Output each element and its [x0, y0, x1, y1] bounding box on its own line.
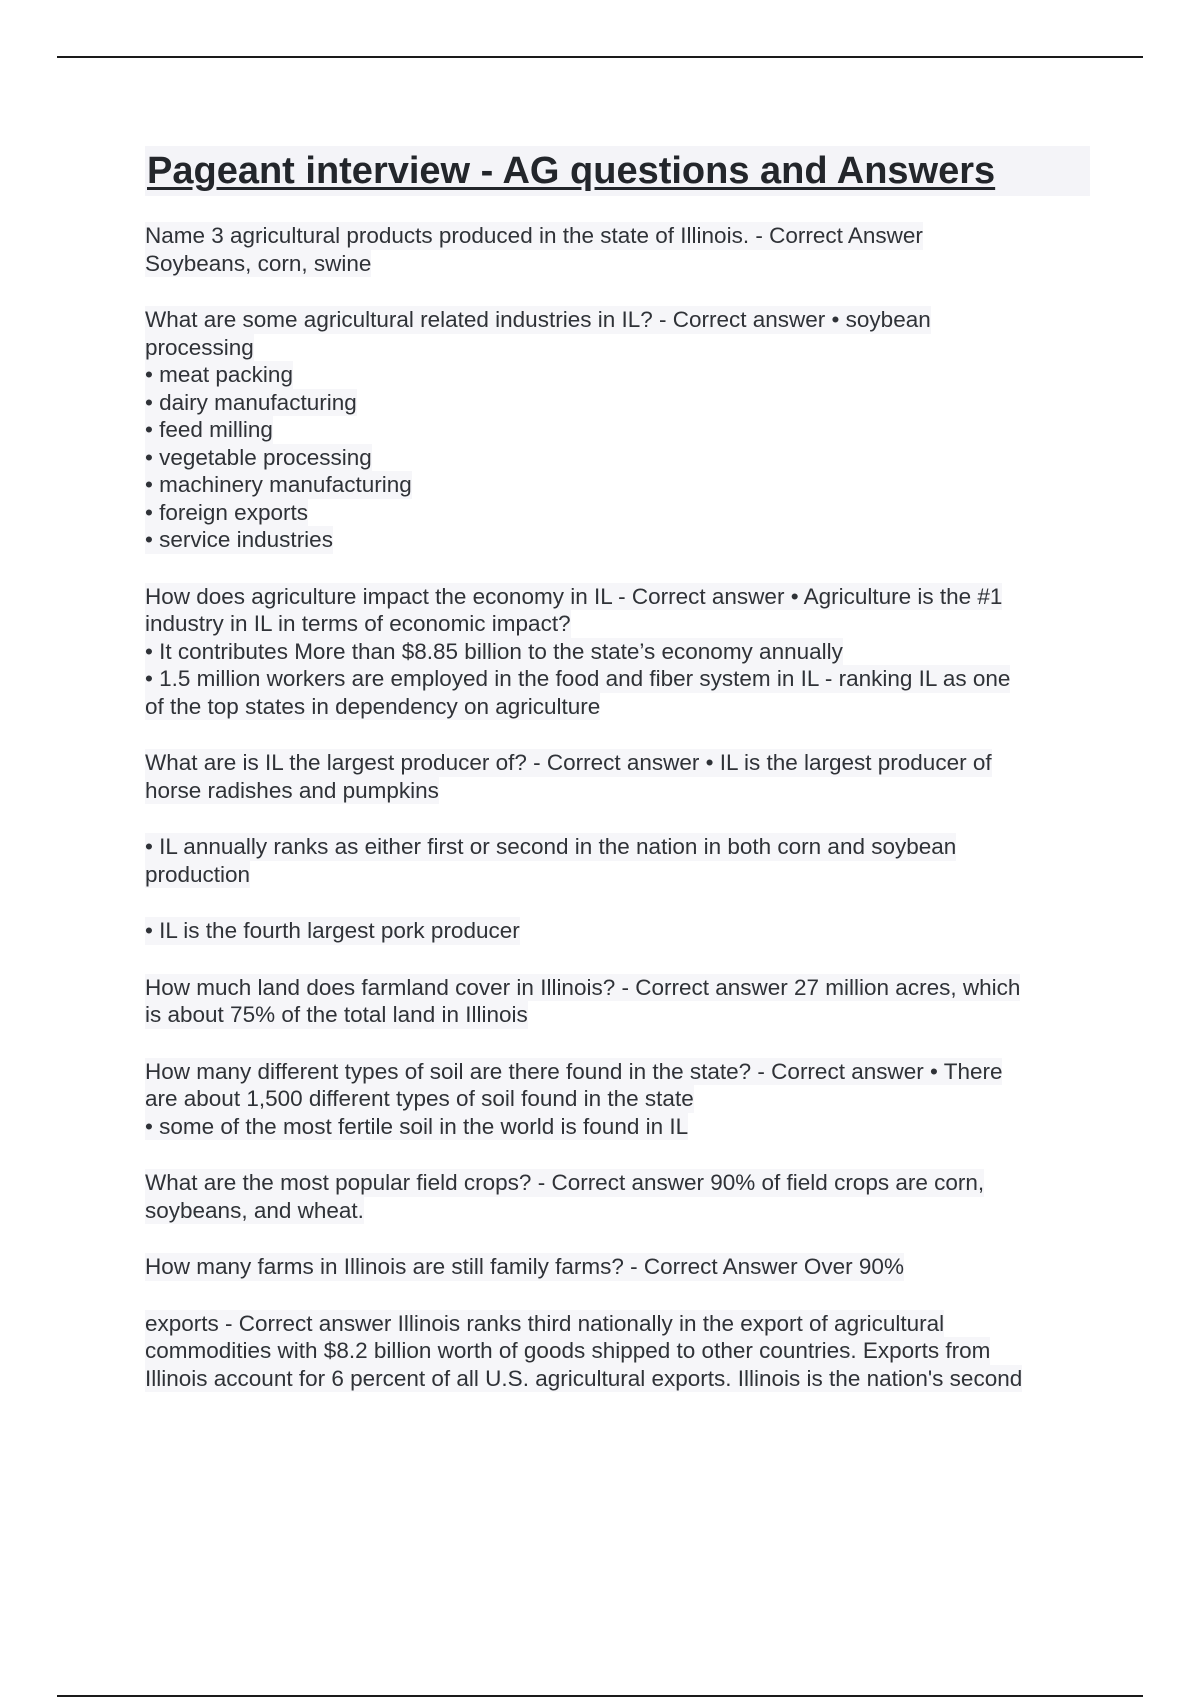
- qa-entry: [145, 1058, 1090, 1141]
- text-line: Illinois account for 6 percent of all U.S. agricultural exports. Illinois is the nation's second: [145, 1365, 1023, 1391]
- text-line: Soybeans, corn, swine: [145, 250, 372, 276]
- text-line: production: [145, 861, 251, 887]
- qa-entry: [145, 1253, 1090, 1281]
- bullet-line: • IL annually ranks as either first or second in the nation in both corn and soybean: [145, 834, 957, 859]
- text-line: What are is IL the largest producer of? - Correct answer • IL is the largest producer of: [145, 750, 992, 775]
- document-title: Pageant interview - AG questions and Answers: [145, 146, 1090, 196]
- bullet-line: • machinery manufacturing: [145, 472, 412, 497]
- qa-entry: [145, 749, 1090, 804]
- bullet-line: • dairy manufacturing: [145, 389, 357, 415]
- text-line: How many farms in Illinois are still family farms? - Correct Answer Over 90%: [145, 1254, 904, 1279]
- bullet-line: • some of the most fertile soil in the world is found in IL: [145, 1113, 689, 1139]
- qa-entry: [145, 974, 1090, 1029]
- text-line: processing: [145, 334, 254, 360]
- bullet-line: • foreign exports: [145, 499, 308, 525]
- text-line: commodities with $8.2 billion worth of goods shipped to other countries. Exports from: [145, 1338, 991, 1363]
- text-line: are about 1,500 different types of soil found in the state: [145, 1086, 694, 1111]
- text-line: How many different types of soil are there found in the state? - Correct answer • There: [145, 1058, 1003, 1084]
- bullet-line: • service industries: [145, 527, 333, 552]
- bullet-line: • IL is the fourth largest pork producer: [145, 918, 520, 943]
- bullet-line: • 1.5 million workers are employed in the food and fiber system in IL - ranking IL as one: [145, 666, 1011, 691]
- document-body: [145, 146, 1090, 1421]
- bullet-line: • feed milling: [145, 417, 273, 442]
- text-line: What are some agricultural related industries in IL? - Correct answer • soybean: [145, 307, 931, 332]
- text-line: is about 75% of the total land in Illinois: [145, 1002, 528, 1027]
- qa-entry: [145, 1310, 1090, 1393]
- text-line: How does agriculture impact the economy in IL - Correct answer • Agriculture is the #1: [145, 583, 1003, 609]
- text-line: of the top states in dependency on agriculture: [145, 693, 601, 719]
- qa-entry: [145, 306, 1090, 554]
- bullet-line: • It contributes More than $8.85 billion to the state’s economy annually: [145, 638, 843, 664]
- bullet-line: • vegetable processing: [145, 444, 372, 470]
- qa-entry: [145, 917, 1090, 945]
- header-divider: [57, 56, 1143, 58]
- bullet-line: • meat packing: [145, 362, 293, 387]
- text-line: horse radishes and pumpkins: [145, 777, 439, 803]
- text-line: What are the most popular field crops? - Correct answer 90% of field crops are corn,: [145, 1170, 985, 1195]
- text-line: exports - Correct answer Illinois ranks third nationally in the export of agricultural: [145, 1310, 945, 1336]
- text-line: How much land does farmland cover in Illinois? - Correct answer 27 million acres, which: [145, 974, 1021, 1000]
- text-line: soybeans, and wheat.: [145, 1197, 364, 1223]
- text-line: industry in IL in terms of economic impact?: [145, 611, 571, 636]
- qa-entry: [145, 583, 1090, 721]
- qa-entry: [145, 222, 1090, 277]
- footer-divider: [57, 1695, 1143, 1697]
- text-line: Name 3 agricultural products produced in the state of Illinois. - Correct Answer: [145, 223, 923, 248]
- qa-entry: [145, 1169, 1090, 1224]
- qa-entry: [145, 833, 1090, 888]
